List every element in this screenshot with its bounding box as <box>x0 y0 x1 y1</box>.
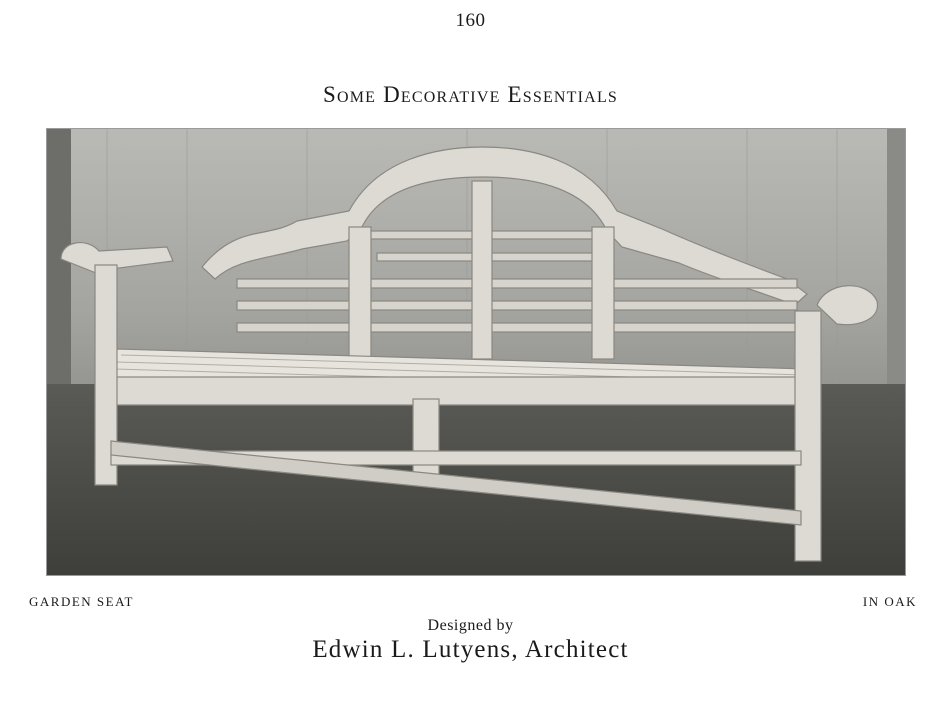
page-number: 160 <box>455 10 486 31</box>
caption-in-oak: IN OAK <box>862 594 917 609</box>
designer-credit: Edwin L. Lutyens, Architect <box>312 636 629 663</box>
caption-garden-seat: GARDEN SEAT <box>29 594 134 609</box>
designed-by-line: Designed by <box>427 617 514 634</box>
running-title: Some Decorative Essentials <box>322 82 619 107</box>
garden-seat-photograph <box>46 128 906 576</box>
